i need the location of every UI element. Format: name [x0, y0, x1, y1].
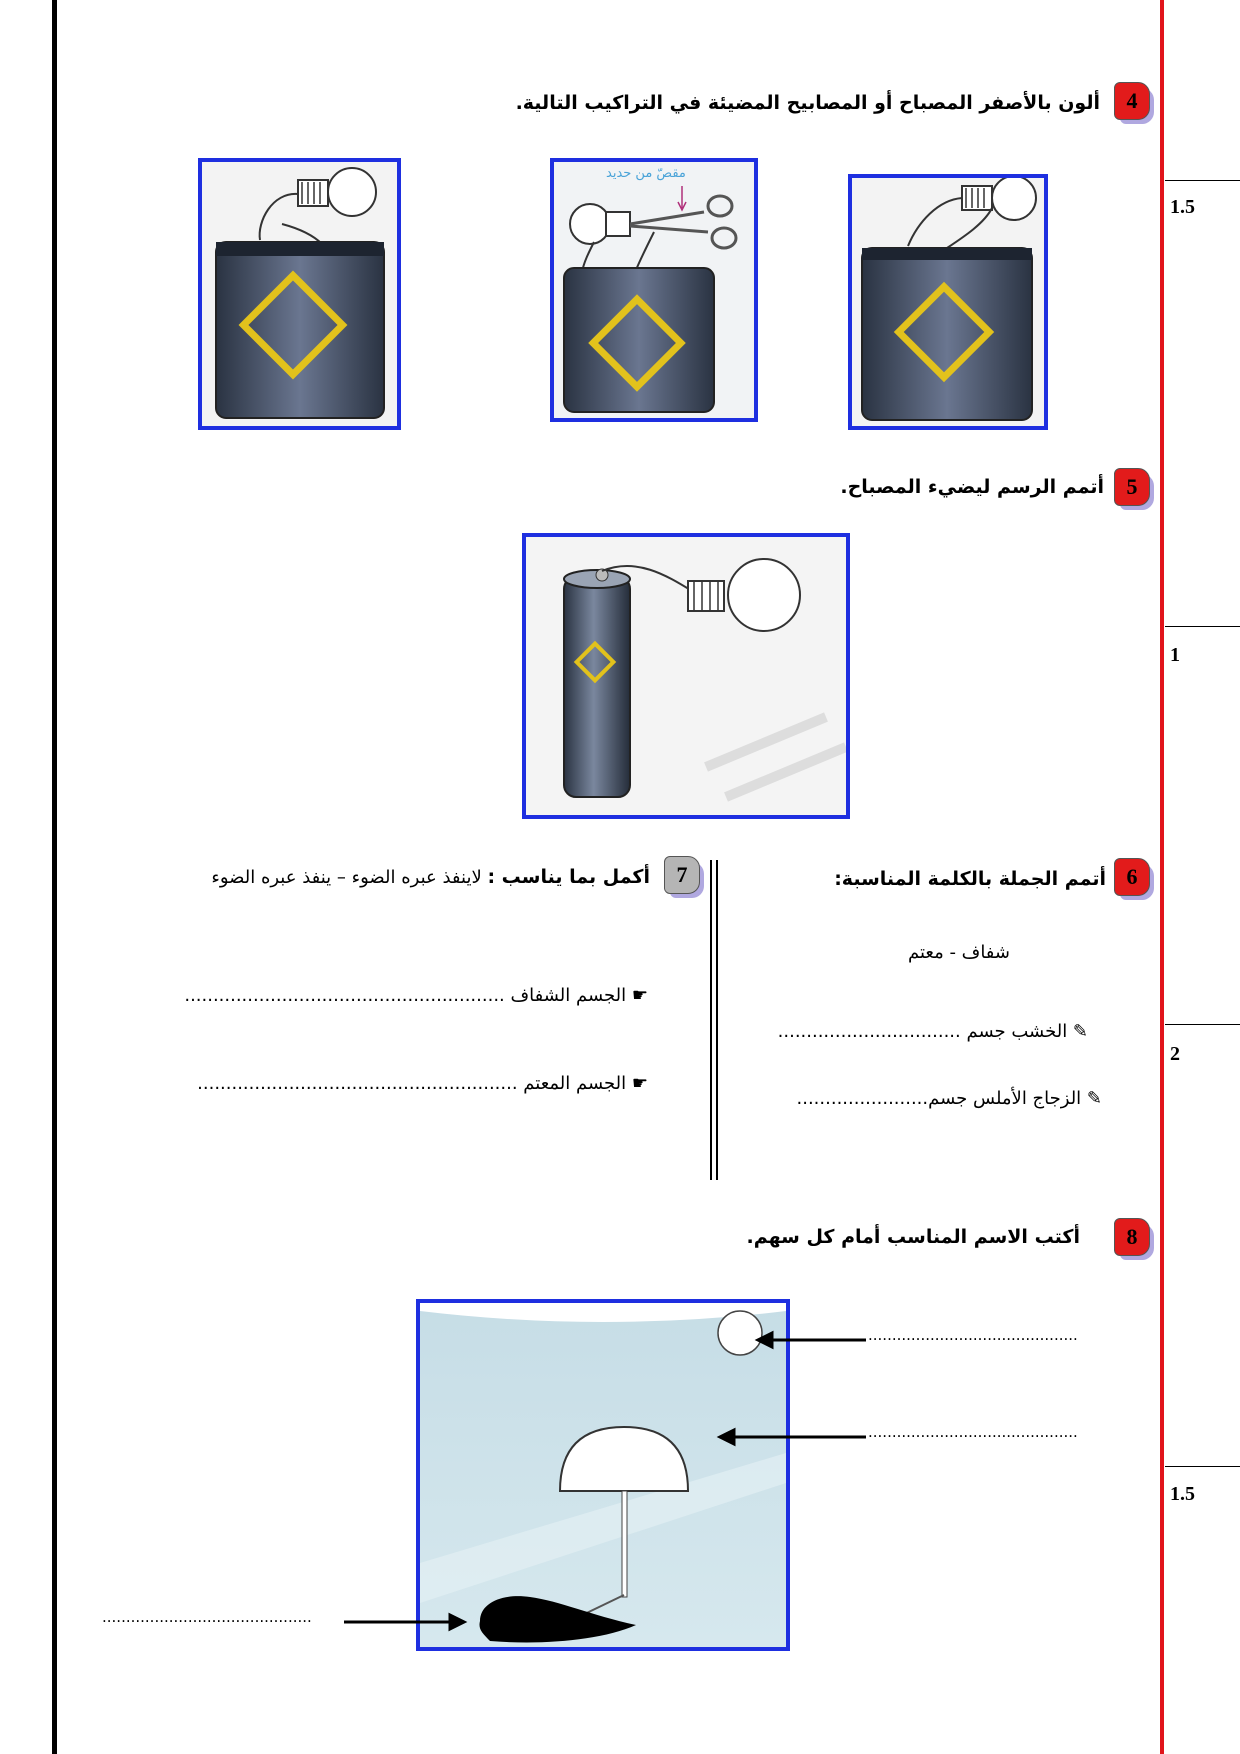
q6-sentence-1[interactable]: ✎ الخشب جسم ................................	[777, 1021, 1088, 1042]
question-badge-6: 6	[1114, 858, 1154, 898]
q8-instruction: أكتب الاسم المناسب أمام كل سهم.	[746, 1226, 1080, 1248]
q6-word-choices: شفاف - معتم	[907, 942, 1010, 963]
score-q4: 1.5	[1170, 196, 1195, 218]
score-q6-q7: 2	[1170, 1043, 1180, 1065]
q8-blank-sun[interactable]: ............................................	[868, 1326, 1078, 1344]
q8-blank-object[interactable]: ............................................	[868, 1423, 1078, 1441]
q6-sentence-2[interactable]: ✎ الزجاج الأملس جسم.......................	[796, 1088, 1102, 1109]
q4-instruction: ألون بالأصفر المصباح أو المصابيح المضيئة في التراكيب التالية.	[515, 92, 1100, 114]
q5-instruction: أتمم الرسم ليضيء المصباح.	[840, 476, 1104, 498]
q8-blank-shadow[interactable]: ............................................	[102, 1608, 312, 1626]
score-q8: 1.5	[1170, 1483, 1195, 1505]
q7-instruction-bold: أكمل بما يناسب :	[487, 866, 650, 888]
question-badge-7: 7	[664, 856, 704, 896]
q7-instruction-options: لاينفذ عبره الضوء – ينفذ عبره الضوء	[211, 867, 482, 888]
score-q5: 1	[1170, 644, 1180, 666]
q6-instruction: أتمم الجملة بالكلمة المناسبة:	[834, 868, 1106, 890]
scissors-label: مقصّ من حديد	[606, 166, 686, 181]
q7-line-opaque[interactable]: ☛ الجسم المعتم ........................................................	[197, 1073, 648, 1094]
question-badge-8: 8	[1114, 1218, 1154, 1258]
question-badge-5: 5	[1114, 468, 1154, 508]
question-badge-4: 4	[1114, 82, 1154, 122]
q7-line-transparent[interactable]: ☛ الجسم الشفاف ........................................................	[184, 985, 648, 1006]
